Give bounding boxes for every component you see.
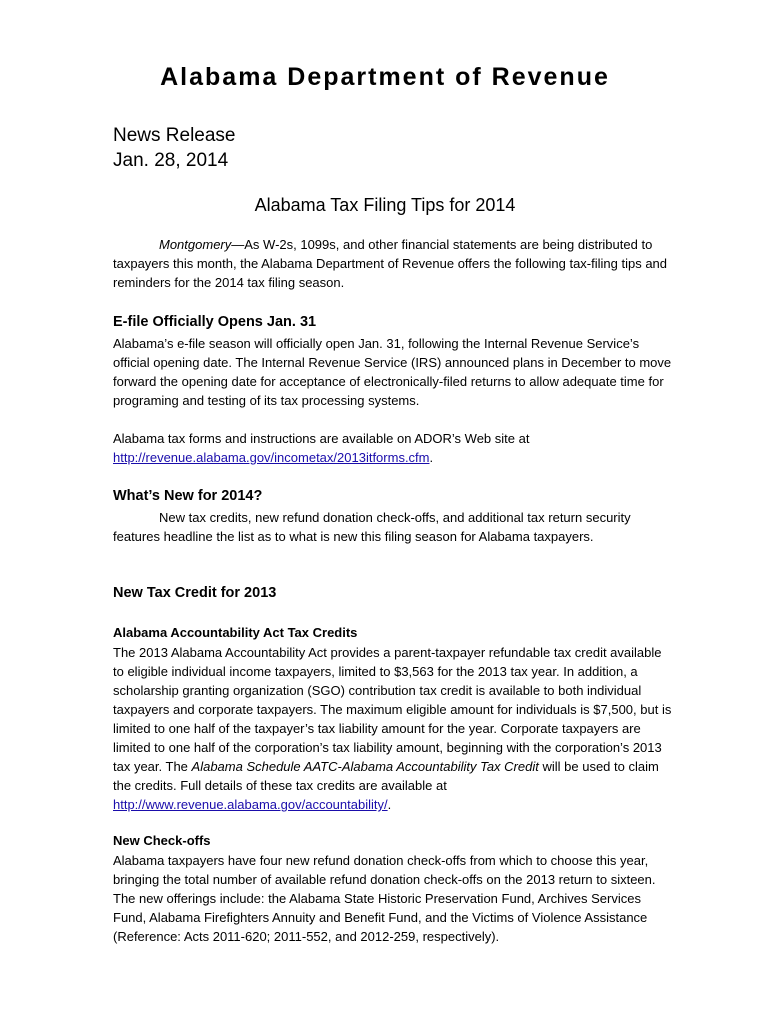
accountability-text-b: will be used to claim the credits. Full details of these tax credits are available at (113, 759, 659, 793)
new-credit-heading: New Tax Credit for 2013 (113, 585, 277, 601)
efile-text-2-end: . (429, 450, 434, 465)
accountability-subheading: Alabama Accountability Act Tax Credits (113, 625, 358, 640)
whats-new-text: New tax credits, new refund donation check-offs, and additional tax return security features headline the list as to what is new this filing season for Alabama taxpayers. (113, 510, 631, 544)
whats-new-heading: What’s New for 2014? (113, 488, 263, 504)
checkoffs-subheading: New Check-offs (113, 833, 211, 848)
checkoffs-paragraph (113, 851, 673, 946)
intro-paragraph (113, 235, 673, 292)
intro-text: —As W-2s, 1099s, and other financial statements are being distributed to taxpayers this month, the Alabama Department of Revenue offers the following tax-filing tips and reminders for the 2014 tax filing season. (113, 237, 668, 290)
efile-paragraph-1 (113, 334, 673, 410)
checkoffs-text: Alabama taxpayers have four new refund donation check-offs from which to choose this year, bringing the total number of available refund donation check-offs on the 2013 return to sixteen. The new offerings include: the Alabama State Historic Preservation Fund, Archives Services Fund, Alabama Firefighters Annuity and Benefit Fund, and the Victims of Violence Assistance (Reference: Acts 2011-620; 2011-552, and 2012-259, respectively). (113, 853, 656, 944)
efile-text-1: Alabama’s e-file season will officially open Jan. 31, following the Internal Revenue Service’s official opening date. The Internal Revenue Service (IRS) announced plans in December to move forward the opening date for acceptance of electronically-filed returns to allow adequate time for programing and testing of its tax processing systems. (113, 336, 672, 408)
document-subtitle: Alabama Tax Filing Tips for 2014 (254, 195, 516, 215)
release-date: Jan. 28, 2014 (113, 150, 229, 171)
itforms-link[interactable]: http://revenue.alabama.gov/incometax/2013itforms.cfm (113, 450, 430, 465)
intro-location: Montgomery (159, 237, 232, 252)
accountability-link[interactable]: http://www.revenue.alabama.gov/accountability/ (113, 797, 388, 812)
efile-paragraph-2 (113, 429, 673, 467)
accountability-paragraph (113, 643, 673, 814)
schedule-aatc-name: Alabama Schedule AATC-Alabama Accountability Tax Credit (191, 759, 539, 774)
page-title: Alabama Department of Revenue (160, 63, 610, 91)
accountability-text-end: . (387, 797, 392, 812)
whats-new-paragraph (113, 508, 673, 546)
efile-text-2: Alabama tax forms and instructions are available on ADOR’s Web site at (113, 431, 530, 446)
release-info (113, 123, 236, 173)
accountability-text-a: The 2013 Alabama Accountability Act provides a parent-taxpayer refundable tax credit available to eligible individual income taxpayers, limited to $3,563 for the 2013 tax year. In addition, a scholarship granting organization (SGO) contribution tax credit is available to both individual taxpayers and corporate taxpayers. The maximum eligible amount for individuals is $7,500, but is limited to one half of the taxpayer’s tax liability amount for the year. Corporate taxpayers are limited to one half of the corporation’s tax liability amount, beginning with the corporation’s 2013 tax year. The (113, 645, 672, 774)
efile-heading: E-file Officially Opens Jan. 31 (113, 314, 317, 330)
news-release-label: News Release (113, 125, 236, 146)
